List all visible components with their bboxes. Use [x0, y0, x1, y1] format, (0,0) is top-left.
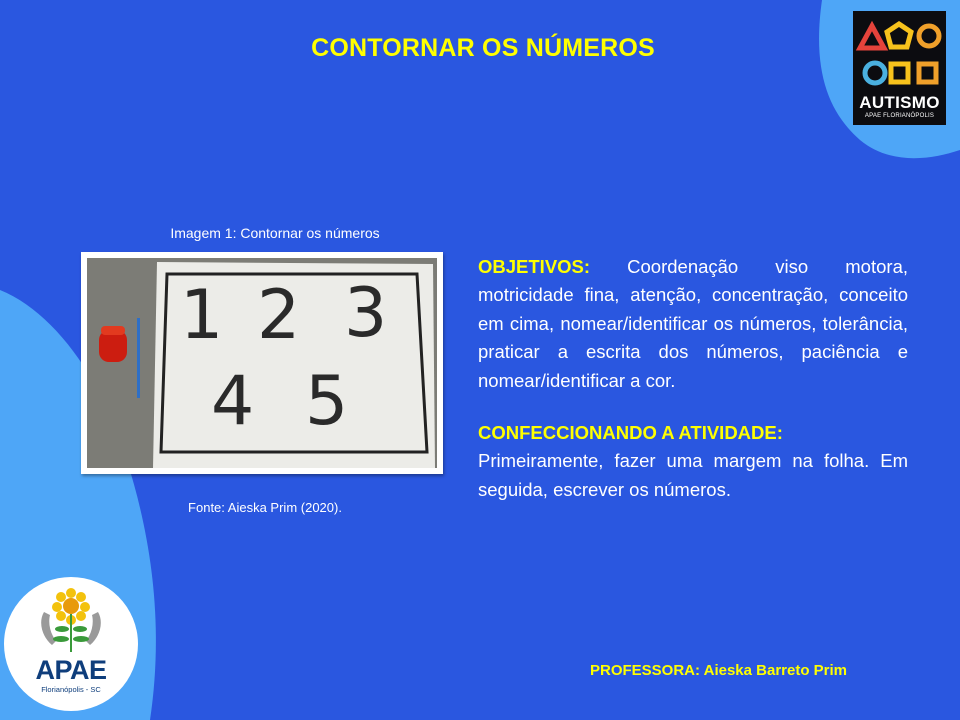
logo-subtext: APAE FLORIANÓPOLIS	[864, 113, 935, 119]
objectives-text: Coordenação viso motora, motricidade fina, atenção, concentração, conceito em cima, nomear/identificar os números, tolerância, praticar a escrita dos números, paciência e nomear/identificar a cor.	[478, 256, 908, 391]
apae-name: APAE	[35, 655, 107, 685]
digit-4: 4	[211, 362, 255, 441]
activity-heading: CONFECCIONANDO A ATIVIDADE:	[478, 422, 783, 444]
page-title: CONTORNAR OS NÚMEROS	[311, 34, 655, 62]
teacher-credit: PROFESSORA: Aieska Barreto Prim	[590, 662, 848, 679]
digit-2: 2	[257, 276, 301, 355]
digit-5: 5	[305, 362, 349, 441]
activity-photo	[81, 252, 443, 474]
image-source: Fonte: Aieska Prim (2020).	[188, 500, 342, 515]
apae-city: Florianópolis - SC	[41, 685, 101, 694]
description-text	[478, 253, 908, 504]
activity-photo-drawing	[87, 258, 437, 468]
digit-1: 1	[180, 276, 224, 355]
image-caption: Imagem 1: Contornar os números	[170, 225, 380, 241]
objectives-paragraph	[478, 253, 908, 395]
logo-text: AUTISMO	[859, 93, 940, 112]
objectives-heading: OBJETIVOS:	[478, 256, 591, 277]
autismo-logo	[853, 11, 946, 125]
digit-3: 3	[344, 274, 388, 353]
activity-text: Primeiramente, fazer uma margem na folha. Em seguida, escrever os números.	[478, 450, 908, 500]
apae-logo	[4, 577, 138, 711]
